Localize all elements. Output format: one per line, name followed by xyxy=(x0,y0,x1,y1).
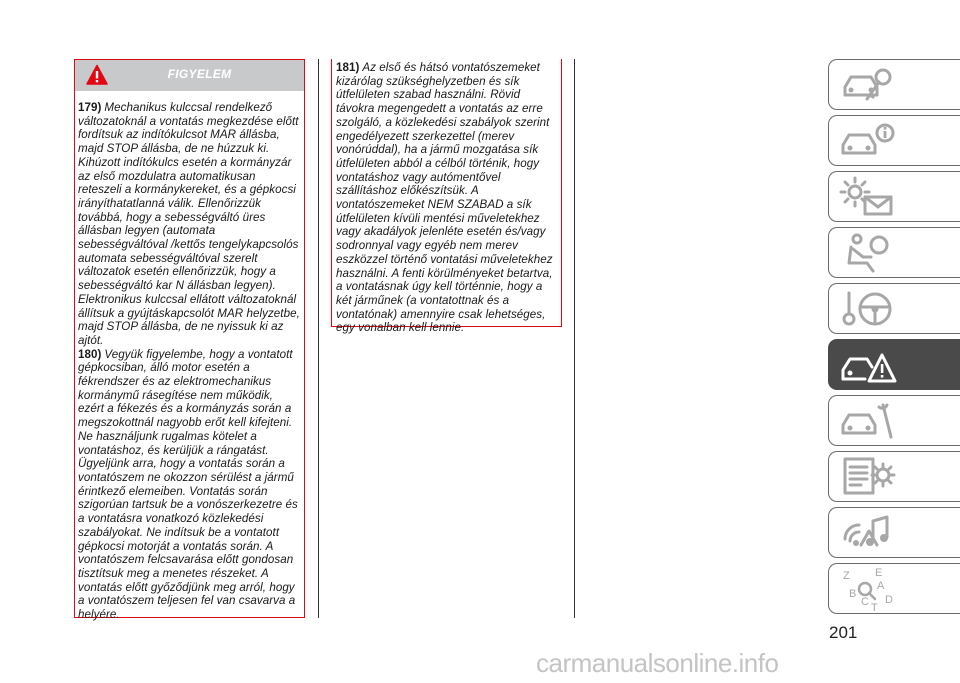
index-letters-icon xyxy=(839,567,899,611)
car-info-icon xyxy=(839,119,899,163)
column-divider xyxy=(574,59,575,618)
warning-title: FIGYELEM xyxy=(167,67,232,81)
tab-emergency[interactable] xyxy=(828,339,960,390)
car-breakdown-warning-icon xyxy=(839,343,899,387)
multimedia-icon xyxy=(839,511,899,555)
tab-maintenance[interactable] xyxy=(828,395,960,446)
warning-paragraph xyxy=(336,61,558,335)
warning-body xyxy=(332,59,561,335)
note-number: 179) xyxy=(78,101,102,114)
sun-envelope-icon xyxy=(839,175,899,219)
index-letter: C xyxy=(861,596,869,608)
tab-technical-data[interactable] xyxy=(828,451,960,502)
watermark: carmanualsonline.info xyxy=(536,648,779,678)
tab-index[interactable] xyxy=(828,563,960,614)
tab-starting-driving[interactable] xyxy=(828,283,960,334)
note-text: Mechanikus kulccsal rendelkező változatoknál a vontatás megkezdése előtt fordítsuk az indítókulcsot MAR állásba, majd STOP állásba, de ne húzzuk ki. Kihúzott indítókulcs esetén a kormányzár az első mozdulatra automatikusan reteszeli a kormánykereket, és a gépkocsi irányíthatatlanná válik. Ellenőrizzük továbbá, hogy a sebességváltó üres állásban legyen (automata sebességváltóval /kettős tengelykapcsolós automata sebességváltóval szerelt változatok esetén ellenőrizzük, hogy a sebességváltó kar N állásban legyen). Elektronikus kulccsal ellátott változatoknál állítsuk a gyújtáskapcsolót MAR helyzetbe, majd STOP állásba, de ne nyissuk ki az ajtót. xyxy=(78,101,300,347)
column-divider xyxy=(318,59,319,618)
index-letter: B xyxy=(849,588,857,600)
index-letter: D xyxy=(885,594,893,606)
tab-multimedia[interactable] xyxy=(828,507,960,558)
warning-box-continued xyxy=(331,59,562,335)
tab-lights-messages[interactable] xyxy=(828,171,960,222)
note-text: Vegyük figyelembe, hogy a vontatott gépkocsiban, álló motor esetén a fékrendszer és az elektromechanikus kormánymű rásegítése nem működik, ezért a fékezés és a kormányzás során a megszokottnál nagyobb erőt kell kifejteni. Ne használjunk rugalmas kötelet a vontatáshoz, és kerüljük a rángatást. Ügyeljünk arra, hogy a vontatás során a vontatószem ne okozzon sérülést a jármű érintkező elemeiben. Vontatás során szigorúan tartsuk be a vonószerkezetre és a vontatásra vonatkozó közlekedési szabályokat. Ne indítsuk be a vontatott gépkocsi motorját a vontatás során. A vontatószem felcsavarása előtt gondosan tisztítsuk meg a menetes részeket. A vontatás előtt győződjünk meg arról, hogy a vontatószem teljesen fel van csavarva a helyére. xyxy=(78,347,298,622)
warning-paragraph xyxy=(78,101,301,348)
index-letter: A xyxy=(877,580,885,592)
warning-paragraph xyxy=(78,348,301,622)
index-letter: Z xyxy=(843,570,850,582)
note-text: Az első és hátsó vontatószemeket kizárólag szükséghelyzetben és sík útfelületen szabad használni. Rövid távokra megengedett a vontatás az erre szolgáló, a közlekedési szabályok szerint engedélyezett szerkezettel (merev vonórúddal), ha a jármű mozgatása sík útfelületen abból a célból történik, hogy vontatáshoz vagy autómentővel szállításhoz előkészítsük. A vontatószemeket NEM SZABAD a sík útfelületen kívüli mentési műveletekhez vagy akadályok jelenléte esetén és/vagy sodronnyal vagy egyéb nem merev eszközzel történő vontatási műveletekhez használni. A fenti körülményeket betartva, a vontatásnak úgy kell történnie, hogy a két járműnek (a vontatottnak és a vontatónak) amennyire csak lehetséges, egy vonalban kell lennie. xyxy=(336,61,553,335)
warning-header xyxy=(75,60,304,91)
tab-car-info[interactable] xyxy=(828,115,960,166)
warning-body xyxy=(75,91,304,622)
note-number: 180) xyxy=(78,347,102,361)
specs-gear-icon xyxy=(839,455,899,499)
steering-wheel-icon xyxy=(839,287,899,331)
page-number: 201 xyxy=(829,623,858,642)
airbag-seat-icon xyxy=(839,231,899,275)
index-letter: E xyxy=(875,567,883,579)
warning-box xyxy=(74,59,305,622)
car-wrench-icon xyxy=(839,399,899,443)
index-letter: T xyxy=(871,602,878,611)
car-key-icon xyxy=(839,63,899,107)
tab-car-key[interactable] xyxy=(828,59,960,110)
note-number: 181) xyxy=(336,61,360,74)
tab-safety[interactable] xyxy=(828,227,960,278)
